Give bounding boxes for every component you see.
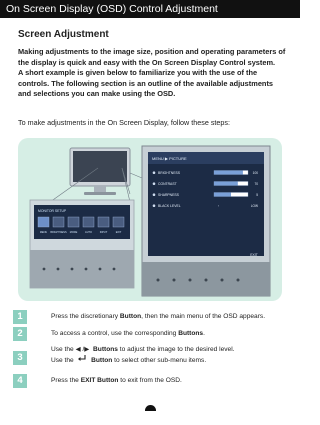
- small-osd-icon: [98, 217, 109, 227]
- step-4-number: 4: [13, 374, 27, 388]
- osd-illustration-svg: [18, 138, 282, 301]
- osd-illustration: [18, 138, 282, 301]
- osd-row-value: LOW: [250, 204, 258, 208]
- osd-row-icon: [153, 171, 156, 174]
- large-osd-title: MENU ▶ PICTURE: [152, 156, 187, 161]
- osd-row-bar-fill: [214, 171, 243, 175]
- small-osd-panel: [30, 200, 134, 288]
- large-panel-button[interactable]: [157, 279, 160, 282]
- osd-row-value: 5: [256, 193, 258, 197]
- intro-text: [18, 47, 288, 100]
- small-osd-icon: [53, 217, 64, 227]
- osd-row-bar-fill: [214, 182, 238, 186]
- small-panel-button[interactable]: [57, 268, 60, 271]
- osd-row-icon: [153, 204, 156, 207]
- left-right-arrow-icon: ◀ /▶: [75, 346, 90, 353]
- section-title: Screen Adjustment: [18, 29, 109, 40]
- small-osd-icon-label: AUTO: [85, 231, 92, 234]
- small-osd-icon-label: INPUT: [99, 231, 108, 234]
- large-panel-button[interactable]: [173, 279, 176, 282]
- step-4-text: Press the EXIT Button to exit from the OSD.: [51, 377, 182, 384]
- step-3-line-1: Use the ◀ /▶ Buttons to adjust the image to the desired level.: [51, 346, 235, 353]
- small-panel-button[interactable]: [99, 268, 102, 271]
- osd-row-value: 70: [254, 182, 258, 186]
- osd-row-arrow: ‹: [218, 204, 220, 208]
- osd-row-value: 100: [252, 171, 258, 175]
- intro-paragraph-1: Making adjustments to the image size, position and operating parameters of the display is quick and easy with the On Screen Display Control system.: [18, 47, 286, 67]
- lead-text: To make adjustments in the On Screen Display, follow these steps:: [18, 118, 230, 127]
- small-osd-icon: [113, 217, 124, 227]
- page-mark: [145, 405, 156, 411]
- large-panel-button[interactable]: [221, 279, 224, 282]
- large-osd-exit-label: EXIT: [250, 253, 258, 257]
- small-panel-button[interactable]: [71, 268, 74, 271]
- small-osd-icon-label: BRIGHTNESS: [50, 231, 67, 234]
- intro-paragraph-2: A short example is given below to familiarize you with the use of the controls. The following section is an outline of the available adjustments and selections you can make using the OSD.: [18, 68, 274, 98]
- small-osd-icon: [38, 217, 49, 227]
- small-monitor: [70, 148, 130, 195]
- small-panel-button[interactable]: [113, 268, 116, 271]
- step-2-text: To access a control, use the corresponding Buttons.: [51, 330, 205, 337]
- small-osd-icon-label: MODE: [69, 231, 78, 234]
- osd-row-label: BRIGHTNESS: [158, 171, 181, 175]
- enter-arrow-icon: [77, 355, 87, 362]
- osd-row-icon: [153, 193, 156, 196]
- step-1-text: Press the discretionary Button, then the main menu of the OSD appears.: [51, 313, 266, 320]
- zoom-line-right-2: [130, 173, 142, 178]
- small-panel-button[interactable]: [43, 268, 46, 271]
- osd-row-label: SHARPNESS: [158, 193, 179, 197]
- large-panel-button[interactable]: [189, 279, 192, 282]
- small-osd-icon: [83, 217, 94, 227]
- osd-row-label: BLACK LEVEL: [158, 204, 181, 208]
- large-panel-button[interactable]: [205, 279, 208, 282]
- small-osd-icon: [68, 217, 79, 227]
- step-3-number: 3: [13, 351, 27, 365]
- osd-row-icon: [153, 182, 156, 185]
- small-panel-button[interactable]: [85, 268, 88, 271]
- small-osd-icon-label: EXIT: [115, 231, 122, 234]
- step-3-text: [51, 345, 291, 366]
- small-osd-icon-label: MENU: [39, 231, 48, 234]
- large-osd-panel: [142, 146, 270, 296]
- step-2-number: 2: [13, 327, 27, 341]
- step-1-number: 1: [13, 310, 27, 324]
- osd-row-bar-fill: [214, 193, 231, 197]
- page-header-title: On Screen Display (OSD) Control Adjustment: [6, 3, 218, 15]
- page-header: [0, 0, 300, 18]
- step-3-line-2: Use the Button to select other sub-menu items.: [51, 357, 207, 364]
- large-panel-button[interactable]: [237, 279, 240, 282]
- osd-row-label: CONTRAST: [158, 182, 177, 186]
- small-osd-title: MONITOR SETUP: [38, 209, 67, 213]
